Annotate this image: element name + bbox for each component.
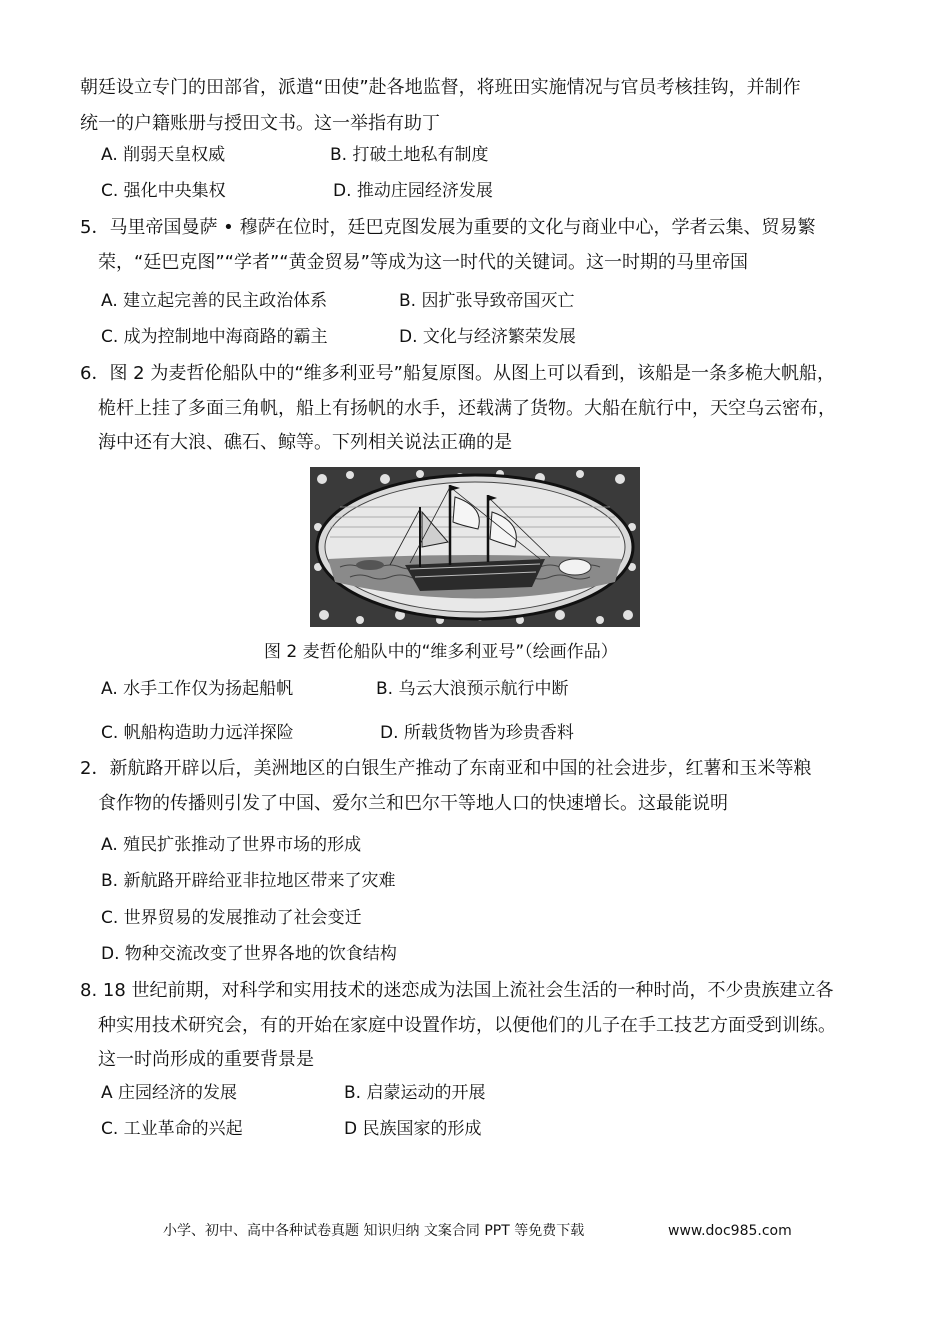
q5-option-d: D. 文化与经济繁荣发展 <box>399 327 576 347</box>
q5-option-a: A. 建立起完善的民主政治体系 <box>101 291 328 311</box>
q7-stem-line-1: 2．新航路开辟以后，美洲地区的白银生产推动了东南亚和中国的社会进步，红薯和玉米等粮 <box>80 758 812 779</box>
q4-option-c: C. 强化中央集权 <box>101 181 226 201</box>
victoria-ship-figure <box>310 467 640 627</box>
q7-stem-line-2: 食作物的传播则引发了中国、爱尔兰和巴尔干等地人口的快速增长。这最能说明 <box>98 793 728 814</box>
q4-option-a: A. 削弱天皇权威 <box>101 145 226 165</box>
q6-option-b: B. 乌云大浪预示航行中断 <box>376 679 569 699</box>
q8-option-b: B. 启蒙运动的开展 <box>344 1083 486 1103</box>
q7-option-b: B. 新航路开辟给亚非拉地区带来了灾难 <box>101 871 396 891</box>
q5-stem-line-1: 5．马里帝国曼萨 • 穆萨在位时，廷巴克图发展为重要的文化与商业中心，学者云集、贸易繁 <box>80 217 816 238</box>
q6-option-d: D. 所载货物皆为珍贵香料 <box>380 723 574 743</box>
q8-stem-line-3: 这一时尚形成的重要背景是 <box>98 1049 314 1070</box>
q7-option-c: C. 世界贸易的发展推动了社会变迁 <box>101 908 362 928</box>
q6-stem-line-3: 海中还有大浪、礁石、鲸等。下列相关说法正确的是 <box>98 432 512 453</box>
q6-stem-line-1: 6．图 2 为麦哲伦船队中的“维多利亚号”船复原图。从图上可以看到，该船是一条多桅大帆船， <box>80 363 835 384</box>
q4-option-d: D. 推动庄园经济发展 <box>333 181 493 201</box>
q7-option-a: A. 殖民扩张推动了世界市场的形成 <box>101 835 362 855</box>
q4-stem-line-2: 统一的户籍账册与授田文书。这一举指有助丁 <box>80 113 440 134</box>
q4-option-b: B. 打破土地私有制度 <box>330 145 489 165</box>
q8-stem-line-1: 8. 18 世纪前期，对科学和实用技术的迷恋成为法国上流社会生活的一种时尚，不少贵族建立各 <box>80 980 834 1001</box>
q8-stem-line-2: 种实用技术研究会，有的开始在家庭中设置作坊，以便他们的儿子在手工技艺方面受到训练。 <box>98 1015 836 1036</box>
q4-stem-line-1: 朝廷设立专门的田部省，派遣“田使”赴各地监督，将班田实施情况与官员考核挂钩，并制作 <box>80 77 801 98</box>
q5-stem-line-2: 荣，“廷巴克图”“学者”“黄金贸易”等成为这一时代的关键词。这一时期的马里帝国 <box>98 252 748 273</box>
q6-option-c: C. 帆船构造助力远洋探险 <box>101 723 294 743</box>
figure-caption: 图 2 麦哲伦船队中的“维多利亚号”（绘画作品） <box>264 642 618 662</box>
q6-stem-line-2: 桅杆上挂了多面三角帆，船上有扬帆的水手，还载满了货物。大船在航行中，天空乌云密布， <box>98 398 836 419</box>
footer-text: 小学、初中、高中各种试卷真题 知识归纳 文案合同 PPT 等免费下载 <box>163 1223 585 1239</box>
q5-option-b: B. 因扩张导致帝国灭亡 <box>399 291 575 311</box>
q7-option-d: D. 物种交流改变了世界各地的饮食结构 <box>101 944 397 964</box>
q8-option-c: C. 工业革命的兴起 <box>101 1119 243 1139</box>
q5-option-c: C. 成为控制地中海商路的霸主 <box>101 327 328 347</box>
q8-option-d: D 民族国家的形成 <box>344 1119 482 1139</box>
footer-url[interactable]: www.doc985.com <box>668 1223 792 1239</box>
q8-option-a: A 庄园经济的发展 <box>101 1083 238 1103</box>
q6-option-a: A. 水手工作仅为扬起船帆 <box>101 679 294 699</box>
